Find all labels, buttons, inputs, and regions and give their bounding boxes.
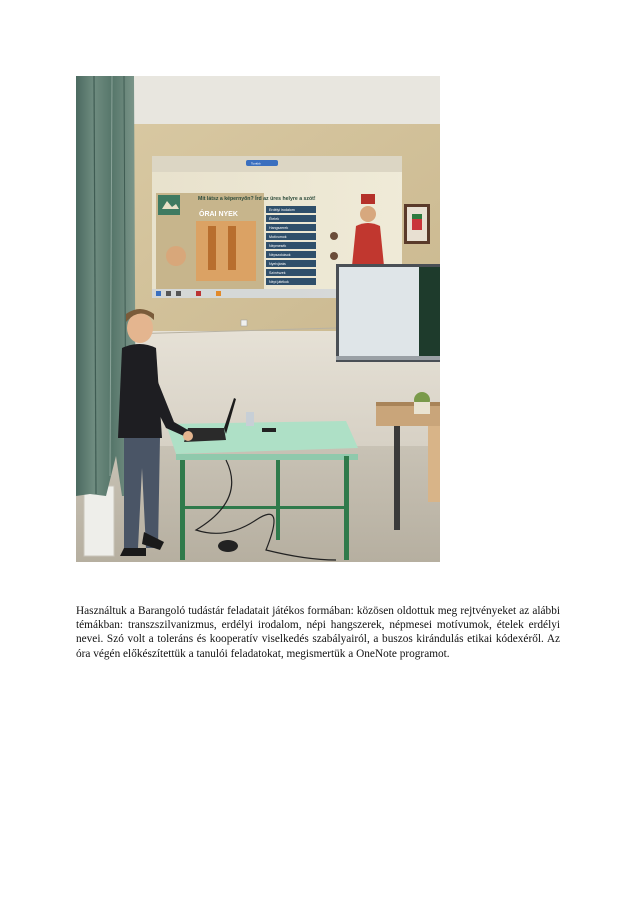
slide-question: Mit látsz a képernyőn? Írd az üres helyre a szót! <box>198 196 316 202</box>
slide-option: Színészek <box>269 271 286 275</box>
body-paragraph: Használtuk a Barangoló tudástár feladatait játékos formában: közösen oldottuk meg rejtvényeket az alábbi témákban: transzszilvanizmus, erdélyi irodalom, népi hangszerek, népmesei motívumok, ételek erdélyi nevei. Szó volt a toleráns és kooperatív viselkedés szabályairól, a buszos kirándulás etikai kódexéről. Az óra végén előkészítettük a tanulói feladatokat, megismertük a OneNote programot. <box>76 605 560 660</box>
slide-option: Ételek <box>269 217 279 221</box>
slide-section-label: ÓRAI NYEK <box>199 211 238 218</box>
slide-option: Motívumok <box>269 235 287 239</box>
slide-option: Nyelvjárás <box>269 262 286 266</box>
slide-option: Népszokások <box>269 253 291 257</box>
slide-option: Hangszerek <box>269 226 289 230</box>
radiator <box>84 486 114 556</box>
slide-option: Népi játékok <box>269 280 289 284</box>
slide-button: Tovább <box>251 161 261 166</box>
slide-options <box>266 206 316 285</box>
classroom-photo <box>76 76 440 562</box>
slide-option: Népmesék <box>269 244 287 248</box>
slide-option: Erdélyi irodalom <box>269 208 295 212</box>
wall-frame <box>404 204 430 244</box>
whiteboard <box>336 264 440 362</box>
wall-socket <box>241 320 247 326</box>
